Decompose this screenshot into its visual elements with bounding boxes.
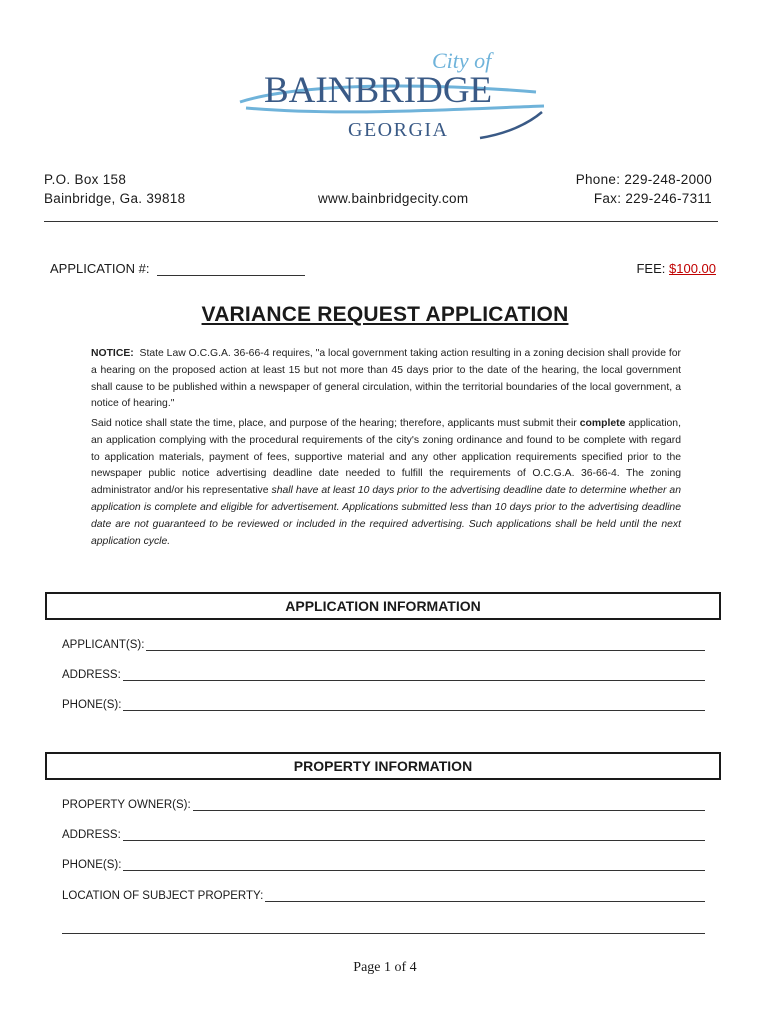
applicant-address-field[interactable] bbox=[62, 668, 705, 681]
applicant-label: APPLICANT(S): bbox=[62, 639, 145, 651]
fee-value: $100.00 bbox=[669, 261, 716, 276]
po-box: P.O. Box 158 bbox=[44, 172, 127, 187]
application-info-heading: APPLICATION INFORMATION bbox=[45, 592, 721, 620]
application-number-row bbox=[50, 261, 305, 276]
property-address-field[interactable] bbox=[62, 828, 705, 841]
fax: Fax: 229-246-7311 bbox=[593, 191, 712, 206]
applicant-phone-label: PHONE(S): bbox=[62, 699, 122, 711]
applicant-address-line[interactable] bbox=[123, 668, 705, 681]
notice-para2-italic: shall have at least 10 days prior to the advertising deadline date to determine whether an application is complete and eligible for advertisement. Applications submitted less than 10 days prior to the advertising deadline date are not guaranteed to be reviewed or included in the required advertising. Such applications shall be held until the next application cycle. bbox=[91, 485, 681, 547]
application-number-line[interactable] bbox=[157, 263, 305, 276]
applicant-field[interactable] bbox=[62, 638, 705, 651]
phone: Phone: 229-248-2000 bbox=[575, 172, 712, 187]
notice-para2-a: Said notice shall state the time, place, and purpose of the hearing; therefore, applicants must submit their bbox=[91, 418, 577, 429]
notice-para2-b: application, an application complying with the procedural requirements of the city's zoning ordinance and found to be complete with regard to application materials, payment of fees, supportive material and any other application requirements specified prior to the newspaper public notice advertising deadline date needed to fulfill the requirements of O.C.G.A. 36-66-4. The zoning administrator and/or his representative bbox=[91, 418, 681, 497]
property-phone-label: PHONE(S): bbox=[62, 859, 122, 871]
notice-text: State Law O.C.G.A. 36-66-4 requires, "a local government taking action resulting in a zoning decision shall provide for a hearing on the proposed action at least 15 but not more than 45 days prior to the date of the hearing, the local government shall cause to be published within a newspaper of general circulation, within the territorial boundaries of the local government, a notice of hearing." bbox=[91, 348, 682, 410]
website: www.bainbridgecity.com bbox=[318, 191, 469, 206]
logo-name: BAINBRIDGE bbox=[264, 70, 493, 111]
page-title: VARIANCE REQUEST APPLICATION bbox=[201, 303, 569, 326]
address-block bbox=[44, 170, 185, 208]
notice-paragraph bbox=[91, 346, 681, 413]
applicant-line[interactable] bbox=[146, 638, 705, 651]
fee-label: FEE: bbox=[636, 261, 666, 276]
property-owner-label: PROPERTY OWNER(S): bbox=[62, 799, 191, 811]
logo-city-of: City of bbox=[432, 48, 492, 73]
bainbridge-logo-graphic bbox=[236, 44, 548, 144]
property-address-line[interactable] bbox=[123, 828, 705, 841]
property-info-heading: PROPERTY INFORMATION bbox=[45, 752, 721, 780]
property-phone-line[interactable] bbox=[123, 858, 705, 871]
applicant-address-label: ADDRESS: bbox=[62, 669, 121, 681]
fee-row bbox=[636, 261, 716, 276]
page-number: Page 1 of 4 bbox=[353, 960, 417, 975]
property-location-label: LOCATION OF SUBJECT PROPERTY: bbox=[62, 890, 264, 902]
applicant-phone-field[interactable] bbox=[62, 698, 705, 711]
property-phone-field[interactable] bbox=[62, 858, 705, 871]
notice-para2-bold: complete bbox=[579, 418, 626, 429]
property-location-line-2[interactable] bbox=[62, 933, 705, 934]
property-location-field[interactable] bbox=[62, 889, 705, 902]
property-owner-line[interactable] bbox=[193, 798, 705, 811]
logo-state: GEORGIA bbox=[348, 119, 449, 141]
applicant-phone-line[interactable] bbox=[123, 698, 705, 711]
property-owner-field[interactable] bbox=[62, 798, 705, 811]
application-number-label: APPLICATION #: bbox=[50, 261, 150, 276]
city-zip: Bainbridge, Ga. 39818 bbox=[44, 191, 186, 206]
header-divider bbox=[44, 221, 718, 222]
property-address-label: ADDRESS: bbox=[62, 829, 121, 841]
contact-block bbox=[576, 170, 712, 208]
notice-label: NOTICE: bbox=[91, 348, 134, 359]
city-logo bbox=[236, 44, 548, 144]
notice-paragraph-2 bbox=[91, 416, 681, 550]
property-location-line[interactable] bbox=[265, 889, 705, 902]
